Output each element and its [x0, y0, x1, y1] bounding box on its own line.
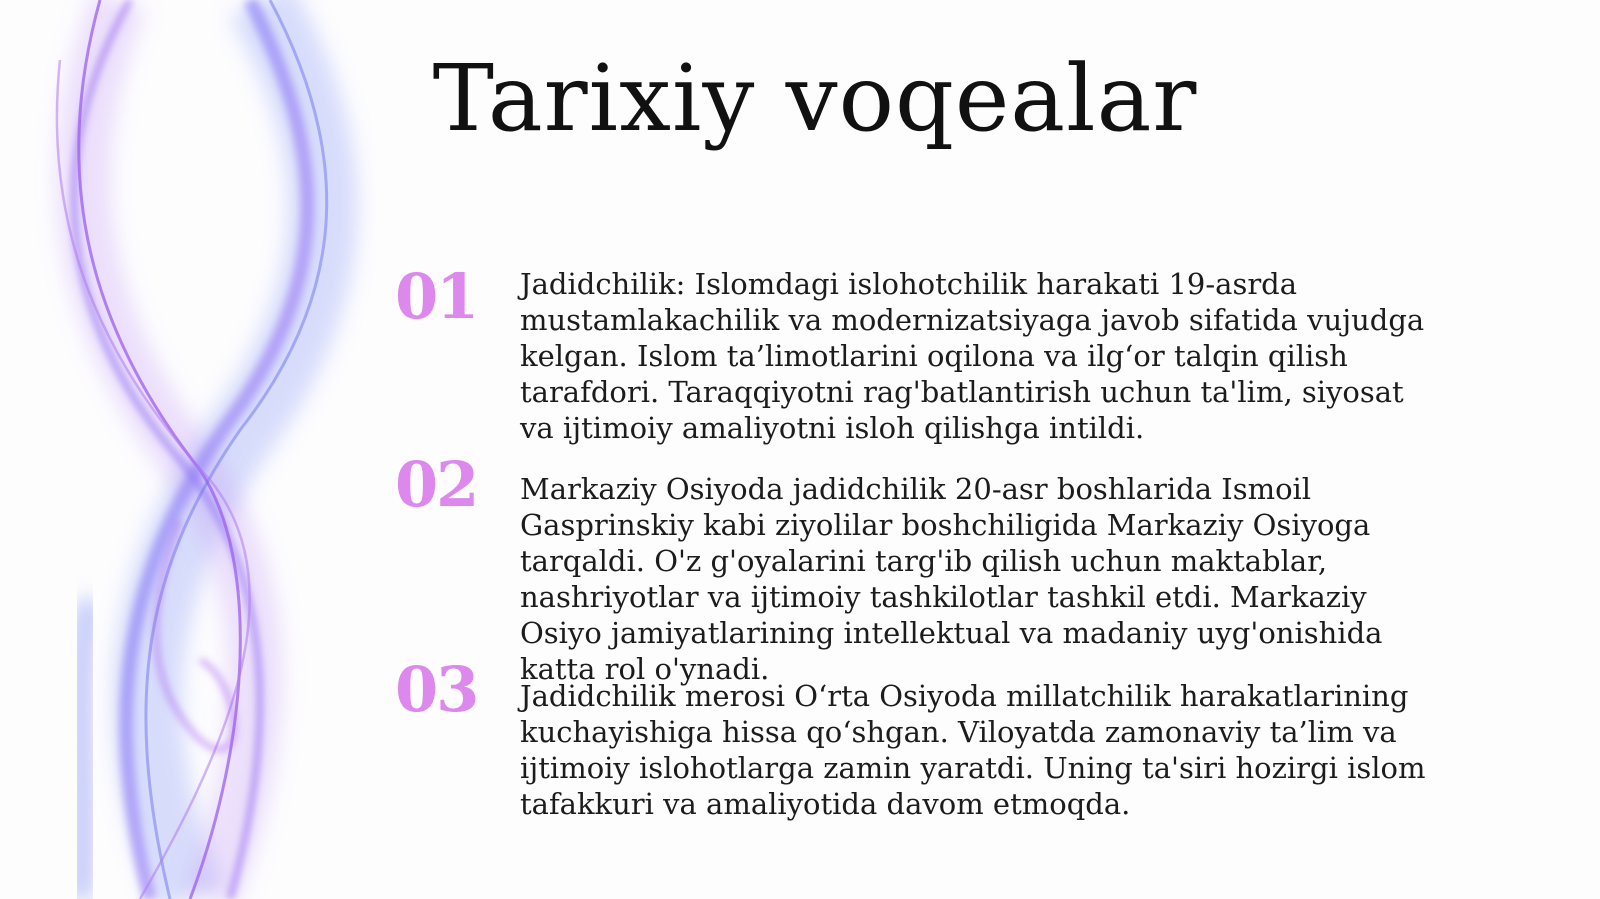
item-text-03: Jadidchilik merosi O‘rta Osiyoda millatchilik harakatlarining kuchayishiga hissa qo‘shgan. Viloyatda zamonaviy ta’lim va ijtimoiy islohotlarga zamin yaratdi. Uning ta'siri hozirgi islom tafakkuri va amaliyotida davom etmoqda.: [520, 679, 1426, 821]
item-number-03: 03: [395, 653, 478, 726]
item-text-02: Markaziy Osiyoda jadidchilik 20-asr boshlarida Ismoil Gasprinskiy kabi ziyolilar boshchiligida Markaziy Osiyoga tarqaldi. O'z g'oyalarini targ'ib qilish uchun maktablar, nashriyotlar va ijtimoiy tashkilotlar tashkil etdi. Markaziy Osiyo jamiyatlarining intellektual va madaniy uyg'onishida katta rol o'ynadi.: [520, 472, 1383, 686]
purple-smoke-decoration: [0, 0, 400, 899]
item-number-01: 01: [395, 260, 478, 333]
item-text-01: Jadidchilik: Islomdagi islohotchilik harakati 19-asrda mustamlakachilik va modernizatsiyaga javob sifatida vujudga kelgan. Islom ta’limotlarini oqilona va ilg‘or talqin qilish tarafdori. Taraqqiyotni rag'batlantirish uchun ta'lim, siyosat va ijtimoiy amaliyotni isloh qilishga intildi.: [520, 267, 1425, 445]
slide-title: Tarixiy voqealar: [432, 45, 1198, 152]
item-number-02: 02: [395, 448, 478, 521]
